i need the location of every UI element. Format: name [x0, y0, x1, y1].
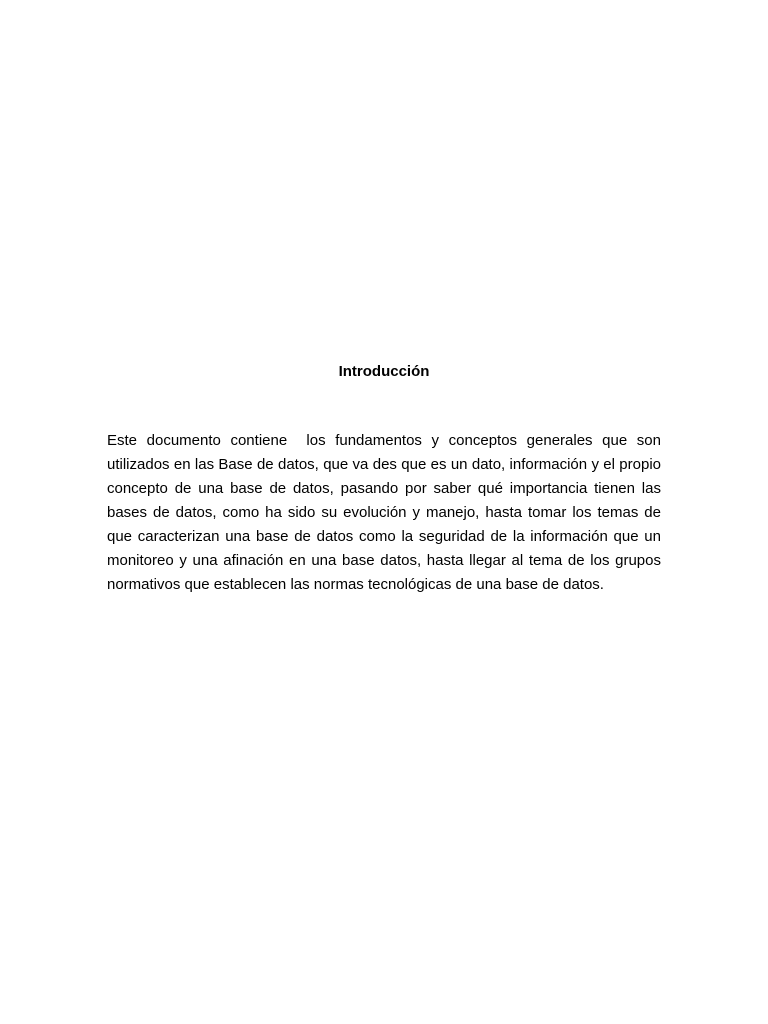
document-title: Introducción [338, 363, 430, 380]
introduction-paragraph: Este documento contiene los fundamentos y conceptos generales que son utilizados en las Base de datos, que va des que es un dato, información y el propio concepto de una base de datos, pasando por saber qué importancia tienen las bases de datos, como ha sido su evolución y manejo, hasta tomar los temas de que caracterizan una base de datos como la seguridad de la información que un monitoreo y una afinación en una base datos, hasta llegar al tema de los grupos normativos que establecen las normas tecnológicas de una base de datos. [107, 432, 666, 593]
